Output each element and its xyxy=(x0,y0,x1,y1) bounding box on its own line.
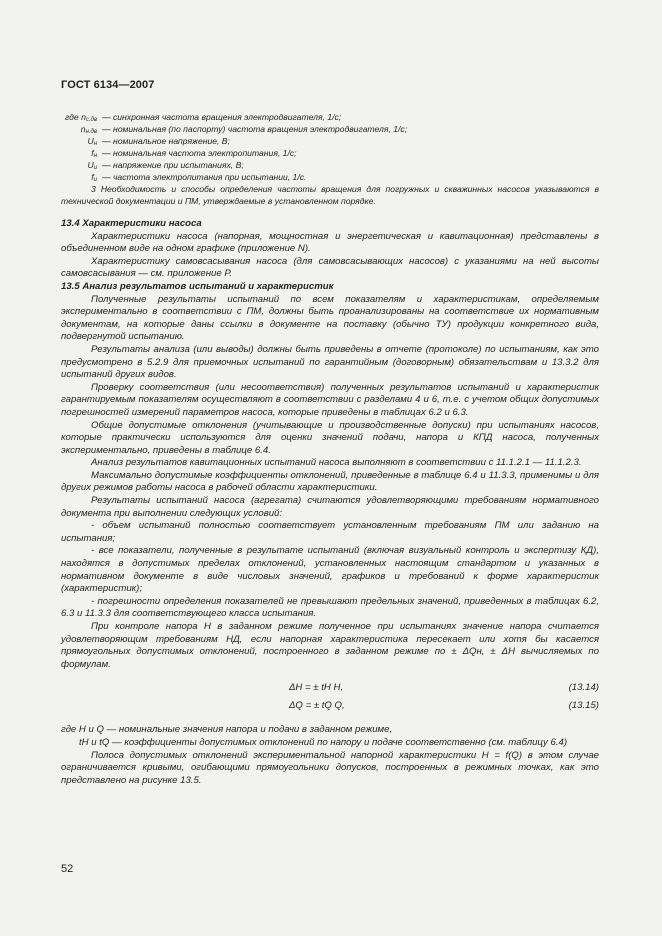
section-13-5-paragraph: При контроле напора H в заданном режиме полученное при испытаниях значение напора считается удовлетворяющим требованиям НД, если напорная характеристика пересекает или хотя бы касается прямоугольных допустимых отклонений, построенного в заданном режиме по ± ΔQн, ± ΔH вычисляемых по формулам. xyxy=(61,621,599,670)
definition-row xyxy=(61,135,599,147)
section-13-5-paragraph: Результаты анализа (или выводы) должны быть приведены в отчете (протоколе) по испытаниям, как это предусмотрено в 5.2.9 для приемочных испытаний по гарантийным (договорным) обязательствам и 13.3.2 для испытаний других видов. xyxy=(61,343,599,381)
formula-text: ΔH = ± tH H, xyxy=(289,682,344,694)
definition-row xyxy=(61,159,599,171)
definition-symbol: $f_и$ xyxy=(91,172,97,183)
definition-text: — частота электропитания при испытании, 1/с. xyxy=(102,172,307,182)
note-3: 3 Необходимость и способы определения частоты вращения для погружных и скважинных насосов указываются в технической документации и ПМ, утверждаемые в установленном порядке. xyxy=(61,184,599,206)
page-content xyxy=(61,111,599,787)
definition-text: — номинальная (по паспорту) частота вращения электродвигателя, 1/с; xyxy=(102,124,408,134)
definition-symbol: $f_н$ xyxy=(91,148,97,159)
formula-13-15 xyxy=(61,697,599,715)
formula-explanation: где H и Q — номинальные значения напора и подачи в заданном режиме, xyxy=(61,724,393,736)
definition-symbol: $n_{н.дв}$ xyxy=(80,124,97,135)
condition-item: - объем испытаний полностью соответствует установленным требованиям ПМ или заданию на испытания; xyxy=(61,520,599,544)
definition-row xyxy=(61,123,599,135)
formula-13-14 xyxy=(61,679,599,697)
page-number: 52 xyxy=(61,863,74,875)
definition-symbol: $U_и$ xyxy=(87,160,97,171)
section-13-5-title: 13.5 Анализ результатов испытаний и характеристик xyxy=(61,280,334,292)
condition-item: - погрешности определения показателей не превышают предельных значений, приведенных в таблицах 6.2, 6.3 и 11.3.3 для соответствующего класса испытания. xyxy=(61,595,599,620)
definition-symbol: где $n_{c.дв}$ xyxy=(65,112,97,123)
formula-text: ΔQ = ± tQ Q, xyxy=(289,700,345,712)
definition-row xyxy=(61,147,599,159)
section-13-4-paragraph: Характеристики насоса (напорная, мощностная и энергетическая и кавитационная) представлены в объединенном виде на одном графике (приложение N). xyxy=(61,230,599,255)
formula-number: (13.14) xyxy=(568,682,599,694)
section-13-5-paragraph: Анализ результатов кавитационных испытаний насоса выполняют в соответствии с 11.1.2.1 — 11.1.2.3. xyxy=(91,457,582,469)
definition-text: — напряжение при испытаниях, В; xyxy=(102,160,244,170)
symbol-definitions xyxy=(61,111,599,183)
section-13-4-title: 13.4 Характеристики насоса xyxy=(61,218,202,229)
section-13-5-paragraph: Максимально допустимые коэффициенты отклонений, приведенные в таблице 6.4 и 11.3.3, применимы и для других режимов работы насоса в рабочей области характеристики. xyxy=(61,469,599,494)
formula-number: (13.15) xyxy=(568,700,599,712)
definition-symbol: $U_н$ xyxy=(87,136,97,147)
definition-row xyxy=(61,111,599,123)
section-13-5-paragraph: Полученные результаты испытаний по всем показателям и характеристикам, определяемым экспериментально в соответствии с ПМ, должны быть проанализированы на соответствие их нормативным документам, на которые даны ссылки в документе на поставку (обычно ТУ) продукции конкретного вида, подвергнутой испытанию. xyxy=(61,293,599,343)
definition-text: — синхронная частота вращения электродвигателя, 1/с; xyxy=(102,112,342,122)
section-13-5-paragraph: Общие допустимые отклонения (учитывающие и производственные допуски) при испытаниях насосов, которые практически используются для оценки значений подачи, напора и КПД насоса, полученных экспериментально, приведены в таблице 6.4. xyxy=(61,419,599,456)
document-header: ГОСТ 6134—2007 xyxy=(61,79,155,91)
condition-item: - все показатели, полученные в результате испытаний (включая визуальный контроль и экспертизу КД), находятся в допустимых пределах отклонений, установленных настоящим стандартом и указанных в нормативном документе в виде числовых значений, графиков и требований к форме характеристик (характеристик); xyxy=(61,545,599,595)
section-13-5-paragraph: Проверку соответствия (или несоответствия) полученных результатов испытаний и характеристик гарантируемым показателям осуществляют в соответствии с разделами 4 и 6, т.е. с учетом общих допустимых погрешностей измерений параметров насоса, которые приведены в таблицах 6.2 и 6.3. xyxy=(61,381,599,418)
formula-explanation: tH и tQ — коэффициенты допустимых отклонений по напору и подаче соответственно (см. таблицу 6.4) xyxy=(79,736,568,748)
definition-text: — номинальная частота электропитания, 1/с; xyxy=(102,148,297,158)
section-13-4-paragraph: Характеристику самовсасывания насоса (для самовсасывающих насосов) с указаниями на ней высоты самовсасывания — см. приложение Р. xyxy=(61,255,599,280)
section-13-5-paragraph: Результаты испытаний насоса (агрегата) считаются удовлетворяющими требованиям нормативного документа при выполнении следующих условий: xyxy=(61,495,599,519)
definition-text: — номинальное напряжение, В; xyxy=(102,136,230,146)
definition-row xyxy=(61,171,599,183)
section-13-5-paragraph: Полоса допустимых отклонений экспериментальной напорной характеристики H = f(Q) в этом случае ограничивается кривыми, огибающими прямоугольники допусков, построенных в режимных точках, как это представлено на рисунке 13.5. xyxy=(61,749,599,786)
